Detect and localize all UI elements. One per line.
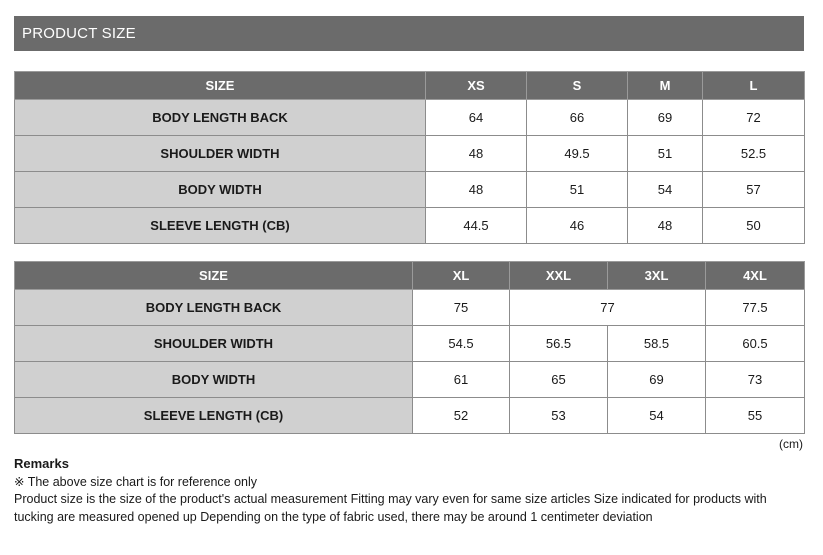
size-table-large [14,261,805,434]
column-header: XS [426,72,527,100]
table-header-row [15,72,805,100]
table-cell: 53 [510,398,608,434]
table-cell: 51 [628,136,703,172]
unit-label: (cm) [779,437,803,451]
table-row [15,326,805,362]
table-cell: 52 [413,398,510,434]
table-cell: 50 [703,208,805,244]
column-header: L [703,72,805,100]
column-header: M [628,72,703,100]
table-cell-merged: 77 [510,290,706,326]
column-header: S [527,72,628,100]
table-cell: 44.5 [426,208,527,244]
row-label: SLEEVE LENGTH (CB) [15,208,426,244]
table-cell: 55 [706,398,805,434]
table-cell: 54 [628,172,703,208]
table-cell: 65 [510,362,608,398]
table-row [15,100,805,136]
table-cell: 49.5 [527,136,628,172]
table-cell: 58.5 [608,326,706,362]
table-cell: 54.5 [413,326,510,362]
table-corner-label: SIZE [15,72,426,100]
row-label: BODY LENGTH BACK [15,290,413,326]
row-label: SHOULDER WIDTH [15,136,426,172]
table-header-row [15,262,805,290]
table-cell: 54 [608,398,706,434]
remarks-title: Remarks [14,456,69,471]
table-row [15,290,805,326]
remarks-section [14,455,809,526]
row-label: BODY LENGTH BACK [15,100,426,136]
remarks-line: ※ The above size chart is for reference only [14,474,257,489]
table-cell: 48 [628,208,703,244]
table-row [15,398,805,434]
row-label: BODY WIDTH [15,362,413,398]
section-title: PRODUCT SIZE [22,25,136,42]
row-label: SHOULDER WIDTH [15,326,413,362]
table-row [15,136,805,172]
table-cell: 48 [426,136,527,172]
column-header: XXL [510,262,608,290]
table-row [15,172,805,208]
table-cell: 75 [413,290,510,326]
table-cell: 64 [426,100,527,136]
table-cell: 69 [608,362,706,398]
row-label: SLEEVE LENGTH (CB) [15,398,413,434]
table-row [15,208,805,244]
table-cell: 69 [628,100,703,136]
table-cell: 77.5 [706,290,805,326]
column-header: 3XL [608,262,706,290]
table-cell: 46 [527,208,628,244]
column-header: XL [413,262,510,290]
table-cell: 60.5 [706,326,805,362]
table-cell: 56.5 [510,326,608,362]
column-header: 4XL [706,262,805,290]
table-row [15,362,805,398]
section-header [14,16,804,51]
table-cell: 73 [706,362,805,398]
table-cell: 72 [703,100,805,136]
table-cell: 61 [413,362,510,398]
remarks-text: Product size is the size of the product's actual measurement Fitting may vary even for same size articles Size indicated for products with tucking are measured opened up Depending on the type of fabric used, there may be around 1 centimeter deviation [14,492,767,524]
row-label: BODY WIDTH [15,172,426,208]
table-cell: 48 [426,172,527,208]
table-cell: 52.5 [703,136,805,172]
size-table-small [14,71,805,244]
table-corner-label: SIZE [15,262,413,290]
table-cell: 57 [703,172,805,208]
table-cell: 66 [527,100,628,136]
table-cell: 51 [527,172,628,208]
